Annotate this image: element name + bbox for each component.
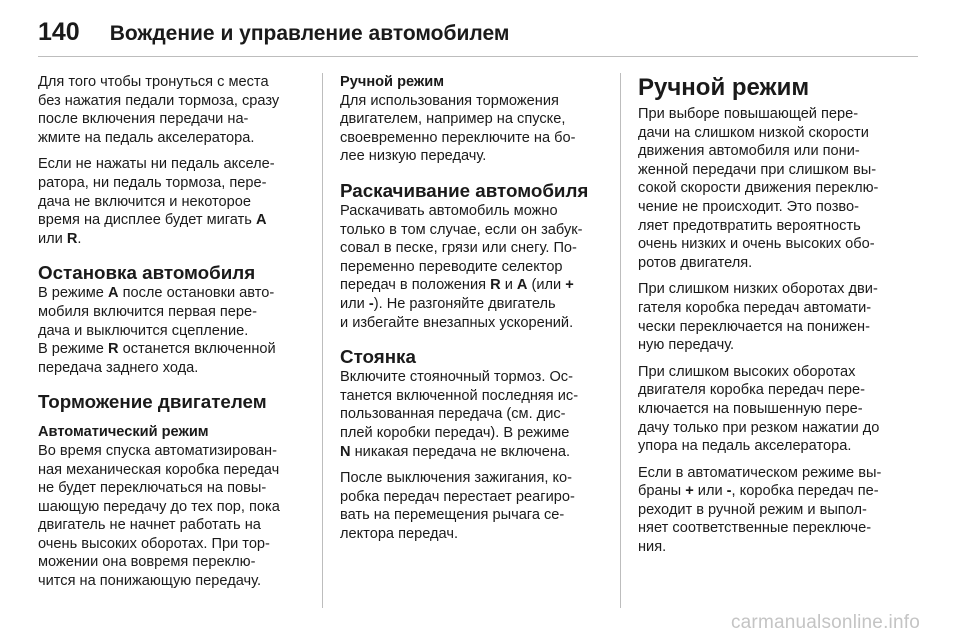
paragraph-no-pedal bbox=[38, 155, 310, 248]
text-line: При слишком высоких оборотах bbox=[638, 363, 856, 380]
paragraph-manual-1 bbox=[638, 105, 922, 272]
text-line bbox=[38, 230, 310, 249]
paragraph-rocking bbox=[340, 202, 612, 332]
text-line: лектора передач. bbox=[340, 525, 459, 542]
heading-text: Торможение двигателем bbox=[38, 391, 267, 413]
text-line: чески переключается на понижен- bbox=[638, 318, 870, 335]
paragraph-manual-2 bbox=[638, 280, 922, 354]
text-span: передач в положения bbox=[340, 277, 491, 294]
chapter-title: Вождение и управление автомобилем bbox=[109, 22, 510, 45]
text-line: Включите стояночный тормоз. Ос- bbox=[340, 369, 573, 386]
text-line: дача не включится и некоторое bbox=[38, 193, 251, 210]
paragraph-start-without-brake bbox=[38, 73, 310, 147]
text-line: Для того чтобы тронуться с места bbox=[38, 74, 269, 90]
text-line: ключается на повышенную пере- bbox=[638, 400, 863, 417]
text-line: жмите на педаль акселератора. bbox=[38, 129, 255, 146]
column-2 bbox=[340, 73, 612, 551]
text-span: останется включенной bbox=[118, 341, 276, 358]
text-line: очень высоких оборотах. При тор- bbox=[38, 535, 270, 552]
text-line: лее низкую передачу. bbox=[340, 148, 487, 165]
paragraph-manual-3 bbox=[638, 363, 922, 456]
gear-symbol: A bbox=[255, 212, 267, 229]
gear-symbol: + bbox=[565, 277, 574, 294]
text-line: ляет предотвратить вероятность bbox=[638, 217, 861, 234]
heading-text: Стоянка bbox=[340, 346, 416, 368]
text-span: браны bbox=[638, 483, 686, 500]
text-line: двигателя коробка передач пере- bbox=[638, 382, 865, 399]
text-line: только в том случае, если он забук- bbox=[340, 221, 583, 238]
gear-symbol: A bbox=[516, 277, 528, 294]
text-line: после включения передачи на- bbox=[38, 111, 249, 128]
text-span: или bbox=[38, 230, 67, 247]
text-span: В режиме bbox=[38, 341, 108, 358]
text-line: ратора, ни педаль тормоза, пере- bbox=[38, 174, 267, 191]
text-line: переменно переводите селектор bbox=[340, 258, 563, 275]
gear-symbol: - bbox=[726, 483, 732, 500]
text-line: дача и выключится сцепление. bbox=[38, 322, 249, 339]
column-1 bbox=[38, 73, 310, 599]
text-line: пользованная передача (см. дис- bbox=[340, 406, 566, 423]
text-span: (или bbox=[527, 277, 566, 294]
text-line bbox=[340, 276, 612, 295]
text-line: чится на понижающую передачу. bbox=[38, 573, 262, 590]
paragraph-manual-4 bbox=[638, 464, 922, 557]
heading-stopping bbox=[38, 262, 310, 284]
text-line bbox=[38, 211, 310, 230]
gear-symbol: + bbox=[685, 483, 694, 500]
heading-text: Раскачивание автомобиля bbox=[340, 179, 589, 201]
text-line: ная механическая коробка передач bbox=[38, 461, 280, 478]
text-line: гателя коробка передач автомати- bbox=[638, 299, 872, 316]
text-line: плей коробки передач). В режиме bbox=[340, 424, 570, 441]
heading-rocking bbox=[340, 180, 612, 202]
column-divider-2 bbox=[620, 73, 621, 608]
gear-symbol: N bbox=[340, 443, 351, 460]
text-line: чение не происходит. Это позво- bbox=[638, 198, 859, 215]
text-line: вать на перемещения рычага се- bbox=[340, 507, 565, 524]
text-line: При выборе повышающей пере- bbox=[638, 106, 859, 122]
paragraph-stopping bbox=[38, 284, 310, 377]
watermark: carmanualsonline.info bbox=[730, 612, 920, 633]
text-line bbox=[38, 284, 310, 303]
text-line: дачи на слишком низкой скорости bbox=[638, 124, 869, 141]
gear-symbol: - bbox=[368, 295, 374, 312]
header-divider bbox=[38, 56, 918, 57]
text-line: ния. bbox=[638, 539, 667, 556]
text-line: движения автомобиля или пони- bbox=[638, 143, 860, 160]
text-span: , коробка передач пе- bbox=[731, 483, 879, 500]
paragraph-parking bbox=[340, 368, 612, 461]
text-line: няет соответственные переключе- bbox=[638, 520, 872, 537]
gear-symbol: R bbox=[490, 277, 501, 294]
text-span: время на дисплее будет мигать bbox=[38, 212, 256, 229]
text-span: после остановки авто- bbox=[118, 285, 275, 302]
paragraph-automatic-mode bbox=[38, 442, 310, 591]
text-line: очень низких и очень высоких обо- bbox=[638, 236, 875, 253]
text-span: или bbox=[340, 295, 369, 312]
text-span: В режиме bbox=[38, 285, 108, 302]
text-span: или bbox=[693, 483, 727, 500]
text-line: мобиля включится первая пере- bbox=[38, 303, 258, 320]
text-line: передача заднего хода. bbox=[38, 359, 199, 376]
text-span: ). Не разгоняйте двигатель bbox=[373, 295, 556, 312]
text-span: . bbox=[77, 230, 82, 247]
text-line bbox=[340, 295, 612, 314]
text-span: никакая передача не включена. bbox=[350, 443, 571, 460]
text-line: и избегайте внезапных ускорений. bbox=[340, 314, 574, 331]
heading-text: Ручной режим bbox=[638, 74, 810, 101]
text-line: робка передач перестает реагиро- bbox=[340, 488, 575, 505]
heading-text: Автоматический режим bbox=[38, 424, 209, 441]
text-line: не будет переключаться на повы- bbox=[38, 480, 267, 497]
text-line: После выключения зажигания, ко- bbox=[340, 470, 572, 487]
heading-engine-braking bbox=[38, 391, 310, 413]
heading-text: Ручной режим bbox=[340, 74, 445, 90]
text-span: и bbox=[500, 277, 517, 294]
text-line: ротов двигателя. bbox=[638, 254, 753, 271]
heading-parking bbox=[340, 346, 612, 368]
subheading-automatic-mode bbox=[38, 423, 310, 442]
text-line: совал в песке, грязи или снегу. По- bbox=[340, 240, 577, 257]
text-line: Если не нажаты ни педаль акселе- bbox=[38, 156, 275, 173]
column-3 bbox=[638, 73, 922, 565]
text-line bbox=[38, 340, 310, 359]
text-line: своевременно переключите на бо- bbox=[340, 129, 576, 146]
text-line: танется включенной последняя ис- bbox=[340, 387, 579, 404]
column-divider-1 bbox=[322, 73, 323, 608]
text-line: При слишком низких оборотах дви- bbox=[638, 281, 878, 298]
text-line: упора на педаль акселератора. bbox=[638, 438, 852, 455]
text-line: Если в автоматическом режиме вы- bbox=[638, 464, 882, 481]
text-line: сокой скорости движения переклю- bbox=[638, 180, 879, 197]
gear-symbol: R bbox=[66, 230, 78, 247]
text-line: можении она вовремя переклю- bbox=[38, 554, 256, 571]
text-line: без нажатия педали тормоза, сразу bbox=[38, 92, 280, 109]
subheading-manual-mode bbox=[340, 73, 612, 92]
heading-text: Остановка автомобиля bbox=[38, 262, 256, 284]
text-line: двигатель не начнет работать на bbox=[38, 517, 261, 534]
page-header bbox=[38, 18, 509, 58]
text-line: дачу только при резком нажатии до bbox=[638, 419, 880, 436]
text-line: двигателем, например на спуске, bbox=[340, 111, 566, 128]
text-line: Для использования торможения bbox=[340, 92, 559, 109]
text-line: шающую передачу до тех пор, пока bbox=[38, 498, 280, 515]
text-line bbox=[638, 482, 922, 501]
text-line: женной передачи при слишком вы- bbox=[638, 161, 877, 178]
text-line: ную передачу. bbox=[638, 337, 735, 354]
text-line: реходит в ручной режим и выпол- bbox=[638, 501, 867, 518]
paragraph-after-ignition-off bbox=[340, 469, 612, 543]
text-line: Во время спуска автоматизирован- bbox=[38, 442, 277, 459]
page-number: 140 bbox=[38, 18, 80, 46]
gear-symbol: A bbox=[107, 285, 119, 302]
paragraph-manual-braking bbox=[340, 92, 612, 166]
gear-symbol: R bbox=[107, 341, 119, 358]
text-line bbox=[340, 443, 612, 462]
heading-manual-mode bbox=[638, 73, 922, 103]
text-line: Раскачивать автомобиль можно bbox=[340, 202, 558, 219]
